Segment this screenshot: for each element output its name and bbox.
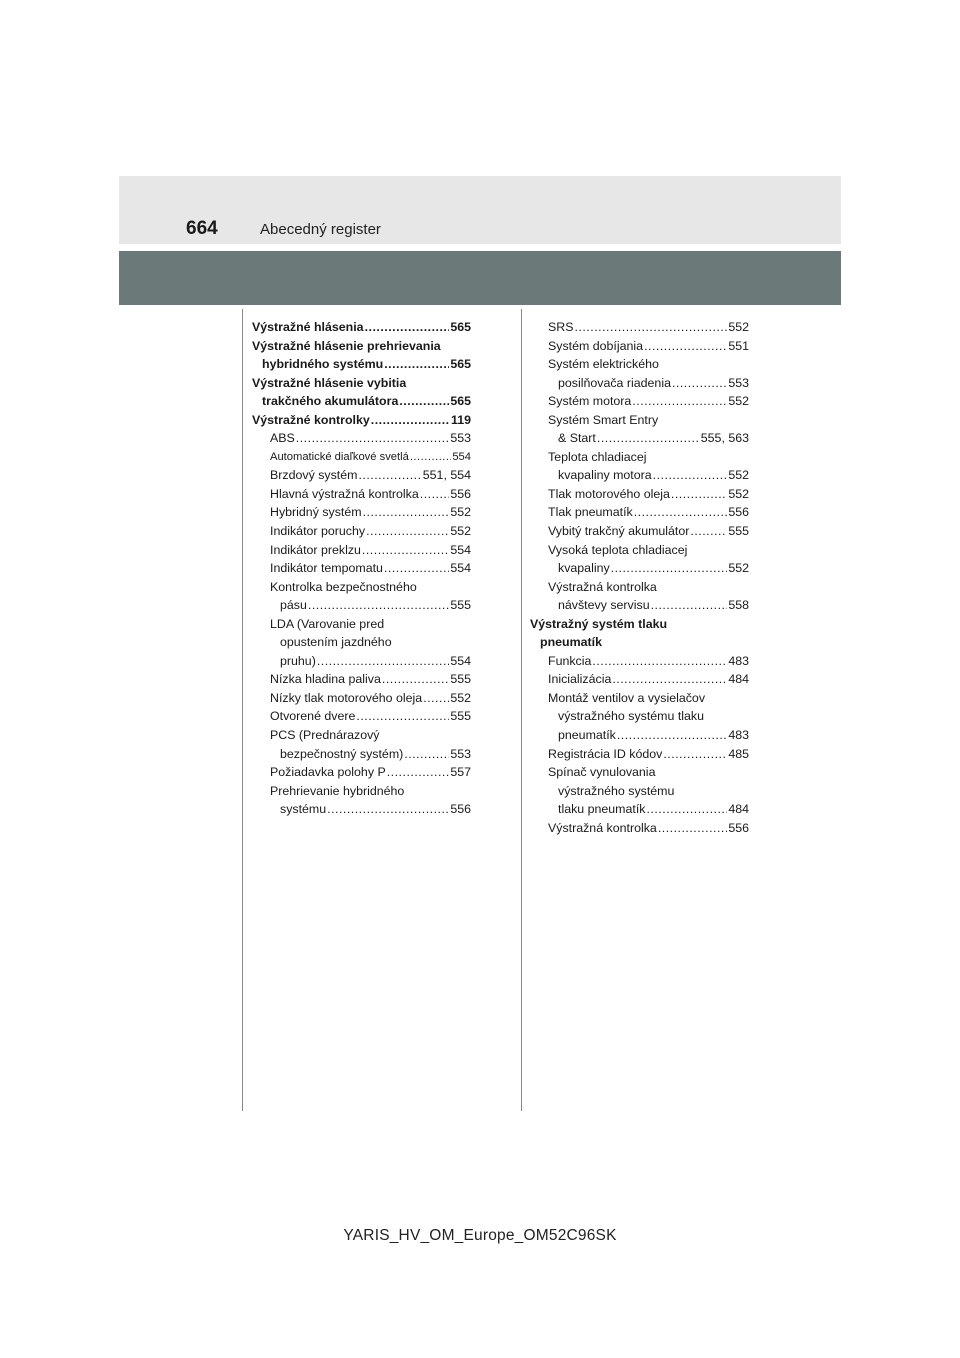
index-entry-term: hybridného systému xyxy=(262,357,384,372)
index-entry-term: LDA (Varovanie pred xyxy=(270,616,385,631)
dot-leader xyxy=(574,318,727,337)
index-entry-page: 551, 554 xyxy=(422,468,471,483)
index-entry xyxy=(530,485,749,504)
index-entry-term: Registrácia ID kódov xyxy=(548,746,663,761)
index-entry-page: 554 xyxy=(452,450,471,463)
index-entry-term: Brzdový systém xyxy=(270,468,358,483)
page-number: 664 xyxy=(186,218,218,239)
index-entry xyxy=(530,726,749,745)
dot-leader xyxy=(651,596,728,615)
index-entry xyxy=(530,318,749,337)
index-entry xyxy=(530,633,749,652)
index-entry-page: 552 xyxy=(450,524,471,539)
dot-leader xyxy=(658,819,728,838)
index-entry-term: Výstražná kontrolka xyxy=(548,579,657,594)
dot-leader xyxy=(366,522,449,541)
index-entry xyxy=(252,337,471,356)
index-entry xyxy=(530,782,749,801)
index-entry-page: 565 xyxy=(450,394,471,409)
index-entry xyxy=(530,541,749,560)
dot-leader xyxy=(420,485,450,504)
column-divider-right xyxy=(521,309,522,1111)
index-entry-page: 119 xyxy=(451,412,471,427)
dot-leader xyxy=(646,800,727,819)
index-entry-page: 565 xyxy=(450,320,471,334)
dot-leader xyxy=(632,392,727,411)
dot-leader xyxy=(399,392,449,411)
index-entry xyxy=(252,578,471,597)
index-entry-page: 483 xyxy=(728,728,749,743)
index-entry-term: Kontrolka bezpečnostného xyxy=(270,579,417,594)
index-entry-term: opustením jazdného xyxy=(280,635,392,650)
dot-leader xyxy=(327,800,449,819)
index-entry-page: 555 xyxy=(450,709,471,724)
index-entry xyxy=(252,559,471,578)
index-entry-term: Požiadavka polohy P xyxy=(270,765,386,780)
index-entry xyxy=(530,763,749,782)
dot-leader xyxy=(612,670,727,689)
index-entry xyxy=(252,763,471,782)
dot-leader xyxy=(317,652,449,671)
dot-leader xyxy=(362,541,449,560)
dot-leader xyxy=(597,429,700,448)
index-entry-term: Tlak motorového oleja xyxy=(548,486,670,501)
index-entry-page: 552 xyxy=(450,505,471,520)
index-entry xyxy=(530,392,749,411)
index-entry xyxy=(530,578,749,597)
index-entry xyxy=(530,374,749,393)
index-entry-page: 558 xyxy=(728,598,749,613)
index-entry xyxy=(252,485,471,504)
index-entry-page: 556 xyxy=(728,820,749,835)
index-entry xyxy=(252,355,471,374)
index-entry xyxy=(530,689,749,708)
index-column-left xyxy=(252,318,471,819)
index-entry-term: Systém motora xyxy=(548,394,632,409)
index-entry-page: 552 xyxy=(728,320,749,334)
index-entry xyxy=(530,466,749,485)
dot-leader xyxy=(371,411,450,430)
document-code-footer: YARIS_HV_OM_Europe_OM52C96SK xyxy=(343,1227,617,1244)
index-entry-term: kvapaliny xyxy=(558,561,610,576)
dot-leader xyxy=(617,726,727,745)
index-entry xyxy=(252,782,471,801)
index-entry-term: Indikátor preklzu xyxy=(270,542,361,557)
index-entry-term: návštevy servisu xyxy=(558,598,650,613)
index-entry-page: 557 xyxy=(450,765,471,780)
index-entry-term: Vybitý trakčný akumulátor xyxy=(548,524,690,539)
dot-leader xyxy=(634,503,728,522)
index-entry-page: 553 xyxy=(450,431,471,446)
index-entry xyxy=(252,615,471,634)
index-entry-page: 556 xyxy=(728,505,749,520)
dot-leader xyxy=(384,355,449,374)
index-entry xyxy=(530,448,749,467)
index-entry xyxy=(530,411,749,430)
index-entry xyxy=(530,596,749,615)
index-entry-page: 552 xyxy=(728,561,749,576)
index-entry-term: posilňovača riadenia xyxy=(558,375,671,390)
dot-leader xyxy=(644,337,727,356)
index-entry-term: Nízka hladina paliva xyxy=(270,672,381,687)
index-entry-term: Systém elektrického xyxy=(548,357,659,372)
index-entry xyxy=(252,541,471,560)
dot-leader xyxy=(356,707,449,726)
index-entry xyxy=(252,411,471,430)
index-entry-term: Hlavná výstražná kontrolka xyxy=(270,486,419,501)
index-entry xyxy=(252,670,471,689)
index-entry-page: 555 xyxy=(450,672,471,687)
index-entry-page: 552 xyxy=(728,394,749,409)
dot-leader xyxy=(592,652,727,671)
index-entry-term: Montáž ventilov a vysielačov xyxy=(548,690,706,705)
index-entry xyxy=(530,652,749,671)
index-entry-term: & Start xyxy=(558,431,596,446)
index-entry-term: Systém dobíjania xyxy=(548,338,644,353)
index-entry-term: Výstražná kontrolka xyxy=(548,820,657,835)
index-entry-term: pásu xyxy=(280,598,307,613)
index-entry-term: pneumatík xyxy=(540,635,602,650)
section-color-bar xyxy=(119,251,841,305)
dot-leader xyxy=(365,318,450,337)
dot-leader xyxy=(308,596,449,615)
index-entry xyxy=(530,819,749,838)
index-entry-term: pruhu) xyxy=(280,653,316,668)
index-entry xyxy=(530,337,749,356)
index-entry-term: Funkcia xyxy=(548,653,592,668)
index-entry-page: 554 xyxy=(450,542,471,557)
index-entry-term: Výstražné hlásenie prehrievania xyxy=(252,338,441,353)
section-title: Abecedný register xyxy=(260,221,381,238)
index-entry-term: pneumatík xyxy=(558,728,616,743)
dot-leader xyxy=(387,763,450,782)
index-entry-term: Prehrievanie hybridného xyxy=(270,783,405,798)
dot-leader xyxy=(611,559,728,578)
column-divider-left xyxy=(242,309,243,1111)
index-entry xyxy=(252,707,471,726)
index-entry xyxy=(530,615,749,634)
index-entry-page: 485 xyxy=(728,746,749,761)
index-entry-page: 554 xyxy=(450,561,471,576)
index-entry-term: výstražného systému xyxy=(558,783,675,798)
index-entry-page: 552 xyxy=(728,486,749,501)
index-entry xyxy=(252,745,471,764)
index-entry-page: 553 xyxy=(450,746,471,761)
index-entry xyxy=(252,522,471,541)
index-entry xyxy=(252,503,471,522)
index-entry-term: Indikátor poruchy xyxy=(270,524,366,539)
index-entry-page: 551 xyxy=(728,338,749,353)
index-entry-term: Tlak pneumatík xyxy=(548,505,633,520)
index-entry xyxy=(530,800,749,819)
index-entry xyxy=(252,466,471,485)
index-entry-page: 552 xyxy=(728,468,749,483)
index-entry-term: Výstražný systém tlaku xyxy=(530,616,668,631)
index-entry-term: Výstražné hlásenia xyxy=(252,320,364,334)
dot-leader xyxy=(690,522,727,541)
index-entry-term: systému xyxy=(280,802,327,817)
index-entry xyxy=(252,652,471,671)
dot-leader xyxy=(653,466,728,485)
index-entry-page: 556 xyxy=(450,802,471,817)
dot-leader xyxy=(423,689,449,708)
index-entry xyxy=(530,355,749,374)
index-entry-term: kvapaliny motora xyxy=(558,468,652,483)
index-entry-term: Automatické diaľkové svetlá xyxy=(270,450,409,463)
index-entry xyxy=(252,448,471,467)
index-entry-term: SRS xyxy=(548,320,574,334)
index-entry xyxy=(252,726,471,745)
index-entry xyxy=(252,374,471,393)
index-entry-term: Teplota chladiacej xyxy=(548,449,647,464)
index-entry xyxy=(530,745,749,764)
dot-leader xyxy=(663,745,727,764)
index-entry-page: 484 xyxy=(728,802,749,817)
index-entry-page: 483 xyxy=(728,653,749,668)
dot-leader xyxy=(358,466,421,485)
index-entry-term: Spínač vynulovania xyxy=(548,765,656,780)
index-entry-term: Systém Smart Entry xyxy=(548,412,659,427)
index-entry xyxy=(530,559,749,578)
index-entry-term: výstražného systému tlaku xyxy=(558,709,704,724)
index-entry-term: tlaku pneumatík xyxy=(558,802,646,817)
index-entry xyxy=(530,670,749,689)
index-entry-term: Hybridný systém xyxy=(270,505,362,520)
index-entry xyxy=(530,503,749,522)
index-entry xyxy=(530,707,749,726)
index-entry-term: bezpečnostný systém) xyxy=(280,746,404,761)
index-entry xyxy=(252,800,471,819)
index-entry-term: Inicializácia xyxy=(548,672,612,687)
index-entry-page: 555 xyxy=(450,598,471,613)
index-entry xyxy=(530,429,749,448)
index-entry-term: ABS xyxy=(270,431,295,446)
header-band xyxy=(119,176,841,244)
dot-leader xyxy=(363,503,450,522)
index-entry-term: Nízky tlak motorového oleja xyxy=(270,690,423,705)
index-entry xyxy=(252,633,471,652)
index-entry-term: PCS (Prednárazový xyxy=(270,728,380,743)
index-entry-page: 553 xyxy=(728,375,749,390)
index-entry-page: 552 xyxy=(450,690,471,705)
index-entry-term: Otvorené dvere xyxy=(270,709,356,724)
index-entry-page: 555 xyxy=(728,524,749,539)
index-column-right xyxy=(530,318,749,837)
dot-leader xyxy=(382,670,449,689)
dot-leader xyxy=(672,374,727,393)
index-entry-term: Vysoká teplota chladiacej xyxy=(548,542,688,557)
dot-leader xyxy=(671,485,727,504)
index-entry-term: Indikátor tempomatu xyxy=(270,561,383,576)
index-entry-page: 565 xyxy=(450,357,471,372)
index-entry-term: Výstražné hlásenie vybitia xyxy=(252,375,407,390)
index-entry-page: 555, 563 xyxy=(700,431,749,446)
index-entry-page: 556 xyxy=(450,486,471,501)
index-entry xyxy=(530,522,749,541)
dot-leader xyxy=(404,745,449,764)
index-entry-page: 484 xyxy=(728,672,749,687)
dot-leader xyxy=(410,448,452,467)
dot-leader xyxy=(296,429,450,448)
index-entry-term: Výstražné kontrolky xyxy=(252,412,370,427)
index-entry xyxy=(252,392,471,411)
index-entry xyxy=(252,318,471,337)
index-entry xyxy=(252,429,471,448)
index-entry-term: trakčného akumulátora xyxy=(262,394,399,409)
index-entry xyxy=(252,596,471,615)
index-entry xyxy=(252,689,471,708)
index-entry-page: 554 xyxy=(450,653,471,668)
dot-leader xyxy=(384,559,449,578)
